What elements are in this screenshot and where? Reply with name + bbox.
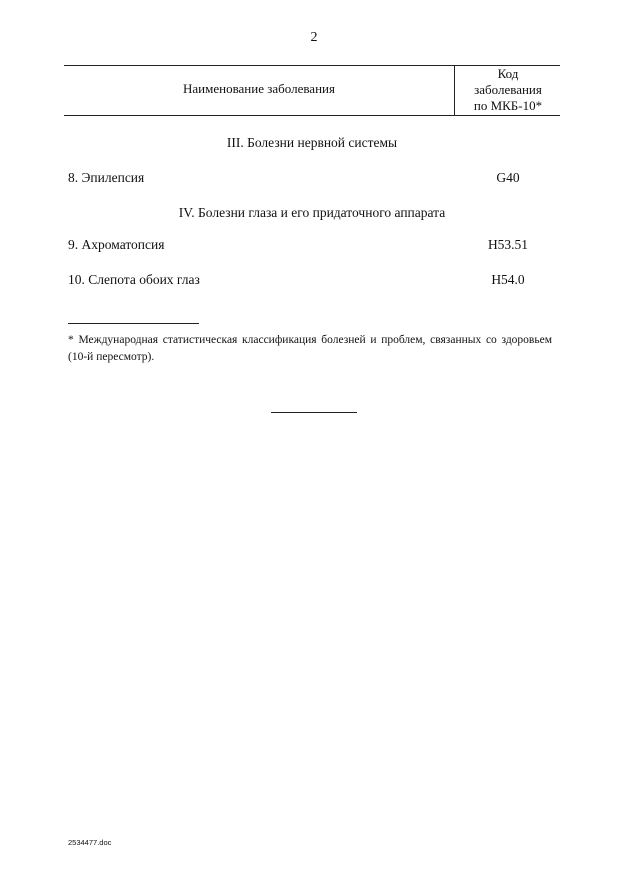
table-header-divider xyxy=(454,65,455,115)
disease-name: 9. Ахроматопсия xyxy=(68,237,165,252)
disease-name: 10. Слепота обоих глаз xyxy=(68,272,200,287)
document-id: 2534477.doc xyxy=(68,838,112,847)
column-header-code-line: Код xyxy=(497,66,519,81)
disease-code: H53.51 xyxy=(487,237,529,252)
end-of-document-rule xyxy=(271,412,357,413)
column-header-code xyxy=(456,66,560,114)
table-header-bottom-rule xyxy=(64,115,560,116)
disease-code: H54.0 xyxy=(491,272,525,287)
column-header-code-line: по МКБ-10* xyxy=(473,98,543,113)
footnote: * Международная статистическая классификация болезней и проблем, связанных со здоровьем (10-й пересмотр). xyxy=(68,334,552,363)
page-number: 2 xyxy=(310,30,318,45)
section-title-eye-diseases: IV. Болезни глаза и его придаточного аппарата xyxy=(178,205,446,220)
column-header-code-line: заболевания xyxy=(474,82,542,97)
disease-code: G40 xyxy=(496,170,520,185)
disease-name: 8. Эпилепсия xyxy=(68,170,145,185)
section-title-nervous-system: III. Болезни нервной системы xyxy=(226,135,398,150)
footnote-rule xyxy=(68,323,199,324)
column-header-name: Наименование заболевания xyxy=(183,81,335,96)
